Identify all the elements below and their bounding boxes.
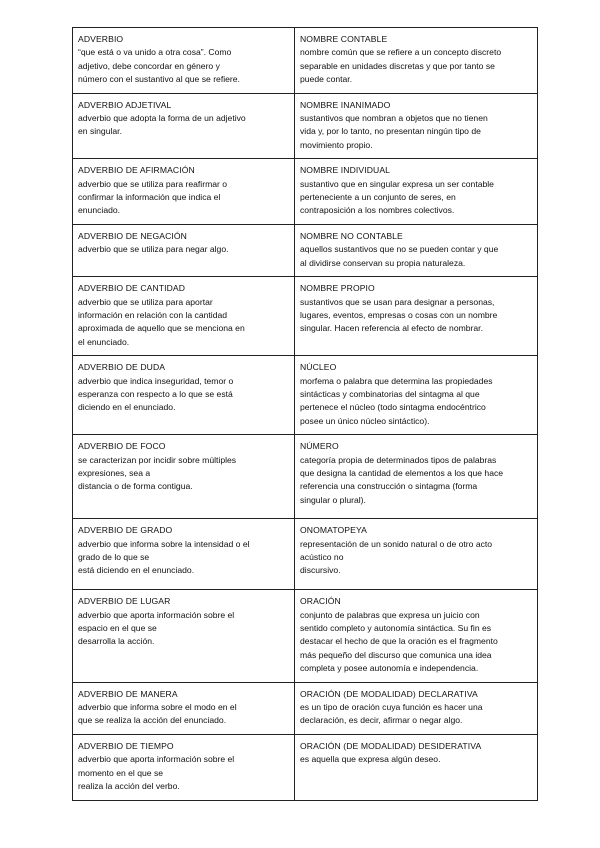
glossary-term: NOMBRE INDIVIDUAL bbox=[300, 165, 391, 176]
glossary-cell-right bbox=[295, 159, 538, 225]
glossary-term: ADVERBIO bbox=[78, 34, 124, 44]
glossary-cell-right bbox=[295, 435, 538, 519]
glossary-term: ORACIÓN bbox=[300, 596, 341, 607]
glossary-definition: aquellos sustantivos que no se pueden contar y que al dividirse conservan su propia naturaleza. bbox=[300, 244, 499, 268]
glossary-term: ADVERBIO DE NEGACIÓN bbox=[78, 230, 187, 241]
glossary-term: ADVERBIO DE FOCO bbox=[78, 441, 166, 452]
glossary-cell-left bbox=[73, 682, 295, 734]
glossary-definition: adverbio que adopta la forma de un adjetivo en singular. bbox=[78, 113, 246, 137]
glossary-definition: representación de un sonido natural o de otro acto acústico no discursivo. bbox=[300, 538, 493, 576]
glossary-term: ORACIÓN (DE MODALIDAD) DESIDERATIVA bbox=[300, 740, 482, 751]
glossary-definition: adverbio que aporta información sobre el espacio en el que se desarrolla la acción. bbox=[78, 609, 235, 647]
glossary-cell-left bbox=[73, 28, 295, 94]
glossary-cell-right bbox=[295, 356, 538, 435]
glossary-definition: adverbio que indica inseguridad, temor o esperanza con respecto a lo que se está diciendo en el enunciado. bbox=[78, 375, 234, 413]
glossary-definition: sustantivo que en singular expresa un ser contable perteneciente a un conjunto de seres, en contraposición a los nombres colectivos. bbox=[300, 178, 494, 216]
glossary-cell-right bbox=[295, 28, 538, 94]
glossary-definition: sustantivos que se usan para designar a personas, lugares, eventos, empresas o cosas con un nombre singular. Hacen referencia al efecto de nombrar. bbox=[300, 296, 498, 334]
glossary-row bbox=[73, 356, 538, 435]
glossary-cell-left bbox=[73, 93, 295, 159]
glossary-definition: es un tipo de oración cuya función es hacer una declaración, es decir, afirmar o negar algo. bbox=[300, 702, 483, 726]
glossary-definition: nombre común que se refiere a un concepto discreto separable en unidades discretas y que por tanto se puede contar. bbox=[300, 47, 502, 85]
glossary-cell-right bbox=[295, 277, 538, 356]
glossary-row bbox=[73, 590, 538, 682]
glossary-cell-left bbox=[73, 159, 295, 225]
glossary-term: ADVERBIO DE GRADO bbox=[78, 525, 173, 536]
glossary-term: ADVERBIO DE MANERA bbox=[78, 688, 178, 699]
glossary-term: ADVERBIO DE AFIRMACIÓN bbox=[78, 165, 195, 176]
glossary-term: ADVERBIO DE TIEMPO bbox=[78, 740, 174, 751]
glossary-cell-right bbox=[295, 519, 538, 590]
glossary-term: NOMBRE CONTABLE bbox=[300, 34, 388, 44]
glossary-cell-right bbox=[295, 590, 538, 682]
glossary-term: ORACIÓN (DE MODALIDAD) DECLARATIVA bbox=[300, 688, 478, 699]
glossary-term: ADVERBIO ADJETIVAL bbox=[78, 99, 172, 110]
glossary-term: NOMBRE PROPIO bbox=[300, 283, 375, 294]
glossary-cell-right bbox=[295, 93, 538, 159]
glossary-table bbox=[72, 27, 538, 801]
glossary-definition: morfema o palabra que determina las propiedades sintácticas y combinatorias del sintagma al que pertenece el núcleo (todo sintagma endocéntrico posee un único núcleo sintáctico). bbox=[300, 375, 493, 426]
glossary-row bbox=[73, 734, 538, 800]
glossary-term: ONOMATOPEYA bbox=[300, 525, 367, 536]
glossary-definition: conjunto de palabras que expresa un juicio con sentido completo y autonomía sintáctica. Su fin es destacar el hecho de que la oración es el fragmento más pequeño del discurso que comunica una idea completa y posee autonomía e independencia. bbox=[300, 609, 498, 674]
glossary-cell-right bbox=[295, 224, 538, 276]
glossary-cell-left bbox=[73, 277, 295, 356]
glossary-definition: adverbio que se utiliza para reafirmar o confirmar la información que indica el enunciado. bbox=[78, 178, 228, 216]
glossary-row bbox=[73, 682, 538, 734]
glossary-body bbox=[73, 28, 538, 801]
glossary-term: NOMBRE INANIMADO bbox=[300, 99, 391, 110]
glossary-definition: sustantivos que nombran a objetos que no tienen vida y, por lo tanto, no presentan ningún tipo de movimiento propio. bbox=[300, 113, 488, 150]
glossary-row bbox=[73, 28, 538, 94]
glossary-term: NOMBRE NO CONTABLE bbox=[300, 230, 403, 241]
glossary-definition: “que está o va unido a otra cosa”. Como adjetivo, debe concordar en género y número con el sustantivo al que se refiere. bbox=[78, 47, 240, 85]
glossary-row bbox=[73, 224, 538, 276]
glossary-cell-left bbox=[73, 519, 295, 590]
glossary-definition: se caracterizan por incidir sobre múltiples expresiones, sea a distancia o de forma contigua. bbox=[78, 454, 237, 492]
glossary-cell-right bbox=[295, 682, 538, 734]
glossary-definition: categoría propia de determinados tipos de palabras que designa la cantidad de elementos a los que hace referencia una construcción o sintagma (forma singular o plural). bbox=[300, 454, 504, 505]
glossary-definition: adverbio que informa sobre la intensidad o el grado de lo que se está diciendo en el enunciado. bbox=[78, 538, 250, 576]
glossary-cell-left bbox=[73, 590, 295, 682]
glossary-cell-left bbox=[73, 224, 295, 276]
glossary-cell-left bbox=[73, 356, 295, 435]
glossary-term: ADVERBIO DE LUGAR bbox=[78, 596, 171, 607]
glossary-row bbox=[73, 519, 538, 590]
glossary-definition: adverbio que aporta información sobre el momento en el que se realiza la acción del verbo. bbox=[78, 754, 235, 792]
glossary-row bbox=[73, 277, 538, 356]
glossary-row bbox=[73, 93, 538, 159]
glossary-cell-right bbox=[295, 734, 538, 800]
glossary-row bbox=[73, 159, 538, 225]
glossary-definition: adverbio que se utiliza para negar algo. bbox=[78, 244, 229, 255]
glossary-term: ADVERBIO DE DUDA bbox=[78, 362, 166, 373]
glossary-term: NÚCLEO bbox=[300, 362, 337, 373]
glossary-definition: adverbio que informa sobre el modo en el que se realiza la acción del enunciado. bbox=[78, 702, 237, 726]
glossary-term: ADVERBIO DE CANTIDAD bbox=[78, 283, 186, 294]
glossary-cell-left bbox=[73, 435, 295, 519]
glossary-row bbox=[73, 435, 538, 519]
glossary-definition: es aquella que expresa algún deseo. bbox=[300, 754, 441, 765]
glossary-cell-left bbox=[73, 734, 295, 800]
glossary-term: NÚMERO bbox=[300, 441, 339, 452]
glossary-definition: adverbio que se utiliza para aportar información en relación con la cantidad aproximada de aquello que se menciona en el enunciado. bbox=[78, 296, 245, 347]
